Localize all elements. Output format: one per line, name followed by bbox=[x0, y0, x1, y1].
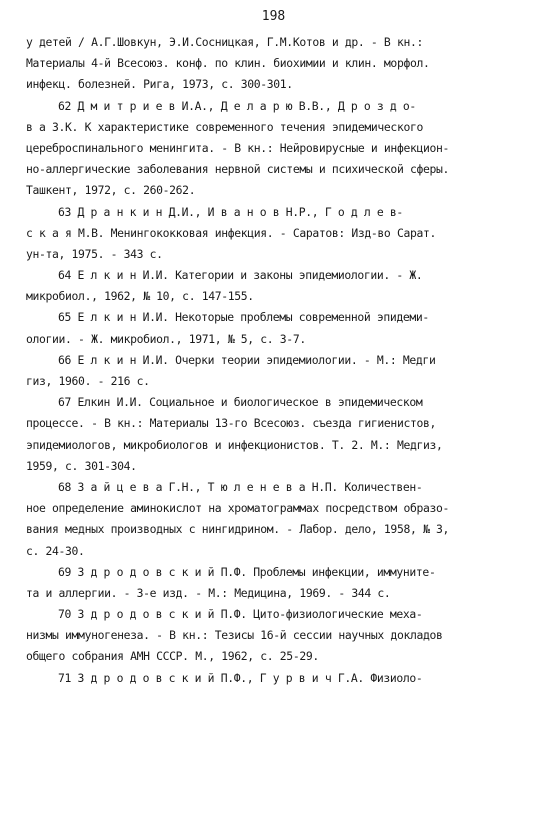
entry-line: Материалы 4-й Всесоюз. конф. по клин. биохимии и клин. морфол. bbox=[26, 56, 430, 71]
entry-line: 67 Елкин И.И. Социальное и биологическое в эпидемическом bbox=[58, 395, 423, 410]
entry-line: ное определение аминокислот на хроматограммах посредством образо- bbox=[26, 501, 450, 516]
entry-line: 71 З д р о д о в с к и й П.Ф., Г у р в и ч Г.А. Физиоло- bbox=[58, 670, 423, 685]
entry-line: гиз, 1960. - 216 с. bbox=[26, 374, 150, 388]
entry-line: вания медных производных с нингидрином. - Лабор. дело, 1958, № 3, bbox=[26, 522, 450, 537]
entry-line: ологии. - Ж. микробиол., 1971, № 5, с. 3-7. bbox=[26, 331, 306, 346]
bibliography-entry bbox=[26, 32, 511, 96]
entry-line: цереброспинального менингита. - В кн.: Нейровирусные и инфекцион- bbox=[26, 140, 450, 155]
entry-line: общего собрания АМН СССР. М., 1962, с. 25-29. bbox=[26, 649, 319, 664]
bibliography-entry bbox=[26, 307, 511, 349]
entry-line: у детей / А.Г.Шовкун, Э.И.Сосницкая, Г.М.Котов и др. - В кн.: bbox=[26, 35, 423, 49]
bibliography-entry bbox=[26, 392, 511, 477]
entry-line: 1959, с. 301-304. bbox=[26, 458, 137, 473]
entry-line: но-аллергические заболевания нервной системы и психической сферы. bbox=[26, 162, 450, 177]
bibliography-entry bbox=[26, 265, 511, 307]
entry-line: с. 24-30. bbox=[26, 543, 85, 558]
page-number: 198 bbox=[261, 9, 286, 24]
entry-line: 70 З д р о д о в с к и й П.Ф. Цито-физиологические меха- bbox=[58, 607, 423, 622]
entry-line: та и аллергии. - 3-е изд. - М.: Медицина, 1969. - 344 с. bbox=[26, 585, 391, 600]
entry-line: ун-та, 1975. - 343 с. bbox=[26, 246, 163, 261]
entry-line: в а З.К. К характеристике современного течения эпидемического bbox=[26, 119, 423, 134]
entry-line: микробиол., 1962, № 10, с. 147-155. bbox=[26, 289, 254, 304]
entry-line: 69 З д р о д о в с к и й П.Ф. Проблемы инфекции, иммуните- bbox=[58, 564, 436, 579]
entry-line: 65 Е л к и н И.И. Некоторые проблемы современной эпидеми- bbox=[58, 310, 429, 325]
entry-line: 68 З а й ц е в а Г.Н., Т ю л е н е в а Н.П. Количествен- bbox=[58, 479, 423, 494]
bibliography-entry bbox=[26, 562, 511, 604]
bibliography-entry bbox=[26, 350, 511, 392]
bibliography-list bbox=[26, 32, 511, 689]
entry-line: 66 Е л к и н И.И. Очерки теории эпидемиологии. - М.: Медги bbox=[58, 352, 436, 367]
bibliography-entry bbox=[26, 96, 511, 202]
entry-line: 63 Д р а н к и н Д.И., И в а н о в Н.Р., Г о д л е в- bbox=[58, 204, 403, 219]
entry-line: процессе. - В кн.: Материалы 13-го Всесоюз. съезда гигиенистов, bbox=[26, 416, 436, 431]
bibliography-entry bbox=[26, 477, 511, 562]
entry-line: инфекц. болезней. Рига, 1973, с. 300-301. bbox=[26, 77, 293, 92]
bibliography-entry bbox=[26, 668, 511, 689]
entry-line: эпидемиологов, микробиологов и инфекционистов. Т. 2. М.: Медгиз, bbox=[26, 437, 443, 452]
bibliography-entry bbox=[26, 202, 511, 266]
bibliography-entry bbox=[26, 604, 511, 668]
entry-line: низмы иммуногенеза. - В кн.: Тезисы 16-й сессии научных докладов bbox=[26, 628, 443, 643]
entry-line: Ташкент, 1972, с. 260-262. bbox=[26, 183, 196, 198]
entry-line: с к а я М.В. Менингококковая инфекция. - Саратов: Изд-во Сарат. bbox=[26, 225, 436, 240]
entry-line: 64 Е л к и н И.И. Категории и законы эпидемиологии. - Ж. bbox=[58, 268, 423, 283]
entry-line: 62 Д м и т р и е в И.А., Д е л а р ю В.В., Д р о з д о- bbox=[58, 98, 416, 113]
